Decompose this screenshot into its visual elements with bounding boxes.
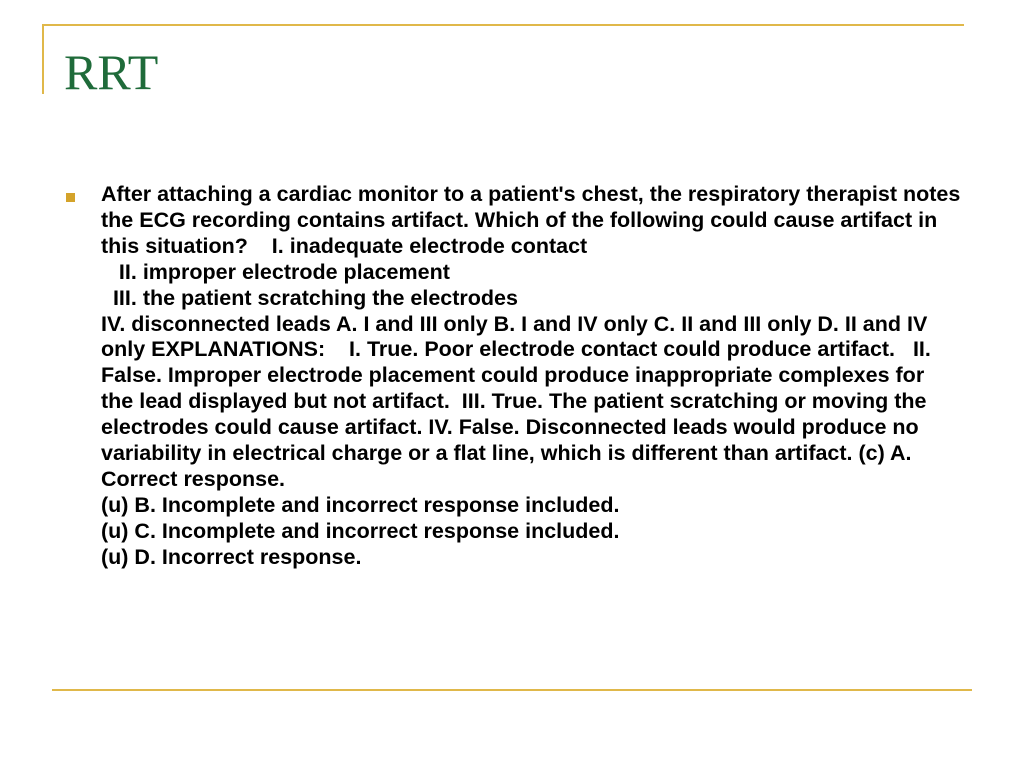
slide-body-text: After attaching a cardiac monitor to a patient's chest, the respiratory therapist notes the ECG recording contains artifact. Which of the following could cause artifact in this situation? I. inadequate electrode contact II. improper electrode placement III. the patient scratching the electrodes IV. disconnected leads A. I and III only B. I and IV only C. II and III only D. II and IV only EXPLANATIONS: I. True. Poor electrode contact could produce artifact. II. False. Improper electrode placement could produce inappropriate complexes for the lead displayed but not artifact. III. True. The patient scratching or moving the electrodes could cause artifact. IV. False. Disconnected leads would produce no variability in electrical charge or a flat line, which is different than artifact. (c) A. Correct response. (u) B. Incomplete and incorrect response included. (u) C. Incomplete and incorrect response included. (u) D. Incorrect response. — [101, 182, 961, 569]
square-bullet-icon — [66, 193, 75, 202]
frame-left-rule — [42, 24, 44, 94]
frame-top-rule — [42, 24, 964, 26]
slide-title: RRT — [64, 44, 159, 100]
footer-rule — [52, 689, 972, 691]
